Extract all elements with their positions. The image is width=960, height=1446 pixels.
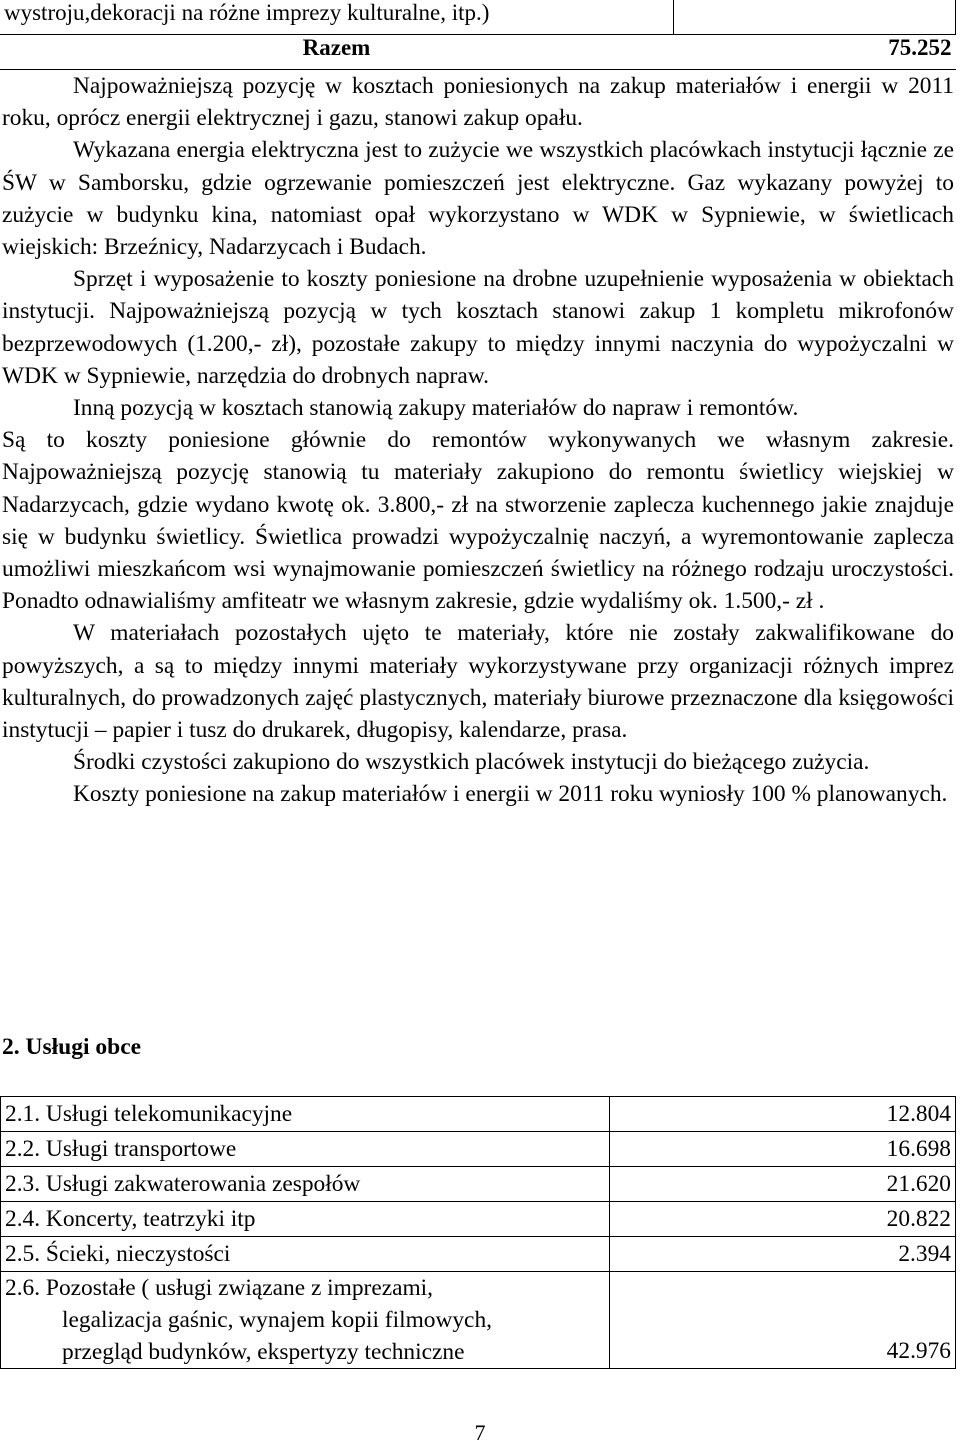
service-value: 16.698 (610, 1132, 956, 1167)
paragraph: Najpoważniejszą pozycję w kosztach poniesionych na zakup materiałów i energii w 2011 roku, oprócz energii elektrycznej i gazu, stanowi zakup opału. (2, 73, 954, 132)
total-label: Razem (0, 35, 673, 70)
table-row (0, 0, 956, 35)
paragraph: Wykazana energia elektryczna jest to zużycie we wszystkich placówkach instytucji łącznie ze ŚW w Samborsku, gdzie ogrzewanie pomieszczeń jest elektryczne. Gaz wykazany powyżej to zużycie w budynku kina, natomiast opał wykorzystano w WDK w Sypniewie, w świetlicach wiejskich: Brzeźnicy, Nadarzycach i Budach. (2, 137, 954, 261)
body-text (2, 70, 954, 811)
service-label: 2.2. Usługi transportowe (1, 1132, 610, 1167)
empty-cell (673, 0, 956, 35)
service-value: 42.976 (610, 1272, 956, 1369)
paragraph: Sprzęt i wyposażenie to koszty poniesione na drobne uzupełnienie wyposażenia w obiektach instytucji. Najpoważniejszą pozycją w tych kosztach stanowi zakup 1 kompletu mikrofonów bezprzewodowych (1.200,- zł), pozostałe zakupy to między innymi naczynia do wypożyczalni w WDK w Sypniewie, narzędzia do drobnych napraw. (2, 266, 954, 389)
service-value: 21.620 (610, 1167, 956, 1202)
page-number: 7 (474, 1420, 486, 1445)
materials-summary-table (0, 0, 956, 70)
service-label-multiline (1, 1272, 610, 1369)
service-value: 20.822 (610, 1202, 956, 1237)
table-row (1, 1237, 956, 1272)
paragraph: Środki czystości zakupiono do wszystkich placówek instytucji do bieżącego zużycia. (73, 749, 870, 776)
table-row (1, 1202, 956, 1237)
paragraph: Inną pozycją w kosztach stanowią zakupy materiałów do napraw i remontów. (73, 395, 799, 422)
total-value: 75.252 (673, 35, 956, 70)
paragraph: W materiałach pozostałych ujęto te materiały, które nie zostały zakwalifikowane do powyższych, a są to między innymi materiały wykorzystywane przy organizacji różnych imprez kulturalnych, do prowadzonych zajęć plastycznych, materiały biurowe przeznaczone dla księgowości instytucji – papier i tusz do drukarek, długopisy, kalendarze, prasa. (2, 620, 954, 744)
service-value: 12.804 (610, 1097, 956, 1132)
service-label: 2.4. Koncerty, teatrzyki itp (1, 1202, 610, 1237)
paragraph: Są to koszty poniesione głównie do remontów wykonywanych we własnym zakresie. Najpoważniejszą pozycję stanowią tu materiały zakupiono do remontu świetlicy wiejskiej w Nadarzycach, gdzie wydano kwotę ok. 3.800,- zł na stworzenie zaplecza kuchennego jakie znajduje się w budynku świetlicy. Świetlica prowadzi wypożyczalnię naczyń, a wyremontowanie zaplecza umożliwi mieszkańcom wsi wynajmowanie pomieszczeń świetlicy na różnego rodzaju uroczystości. Ponadto odnawialiśmy amfiteatr we własnym zakresie, gdzie wydaliśmy ok. 1.500,- zł . (2, 427, 954, 615)
service-label: 2.5. Ścieki, nieczystości (1, 1237, 610, 1272)
total-row (0, 35, 956, 70)
services-table (0, 1096, 956, 1369)
service-label-line: legalizacja gaśnic, wynajem kopii filmowych, (62, 1307, 492, 1333)
table-row (1, 1097, 956, 1132)
section-heading: 2. Usługi obce (2, 1034, 142, 1060)
table-row (1, 1167, 956, 1202)
service-label-line: przegląd budynków, ekspertyzy techniczne (62, 1339, 465, 1365)
continued-text-cell: wystroju,dekoracji na różne imprezy kulturalne, itp.) (0, 0, 673, 35)
service-label: 2.3. Usługi zakwaterowania zespołów (1, 1167, 610, 1202)
table-row (1, 1272, 956, 1369)
service-value: 2.394 (610, 1237, 956, 1272)
paragraph: Koszty poniesione na zakup materiałów i energii w 2011 roku wyniosły 100 % planowanych. (73, 781, 948, 808)
service-label: 2.1. Usługi telekomunikacyjne (1, 1097, 610, 1132)
table-row (1, 1132, 956, 1167)
service-label-line: 2.6. Pozostałe ( usługi związane z imprezami, (5, 1275, 434, 1301)
